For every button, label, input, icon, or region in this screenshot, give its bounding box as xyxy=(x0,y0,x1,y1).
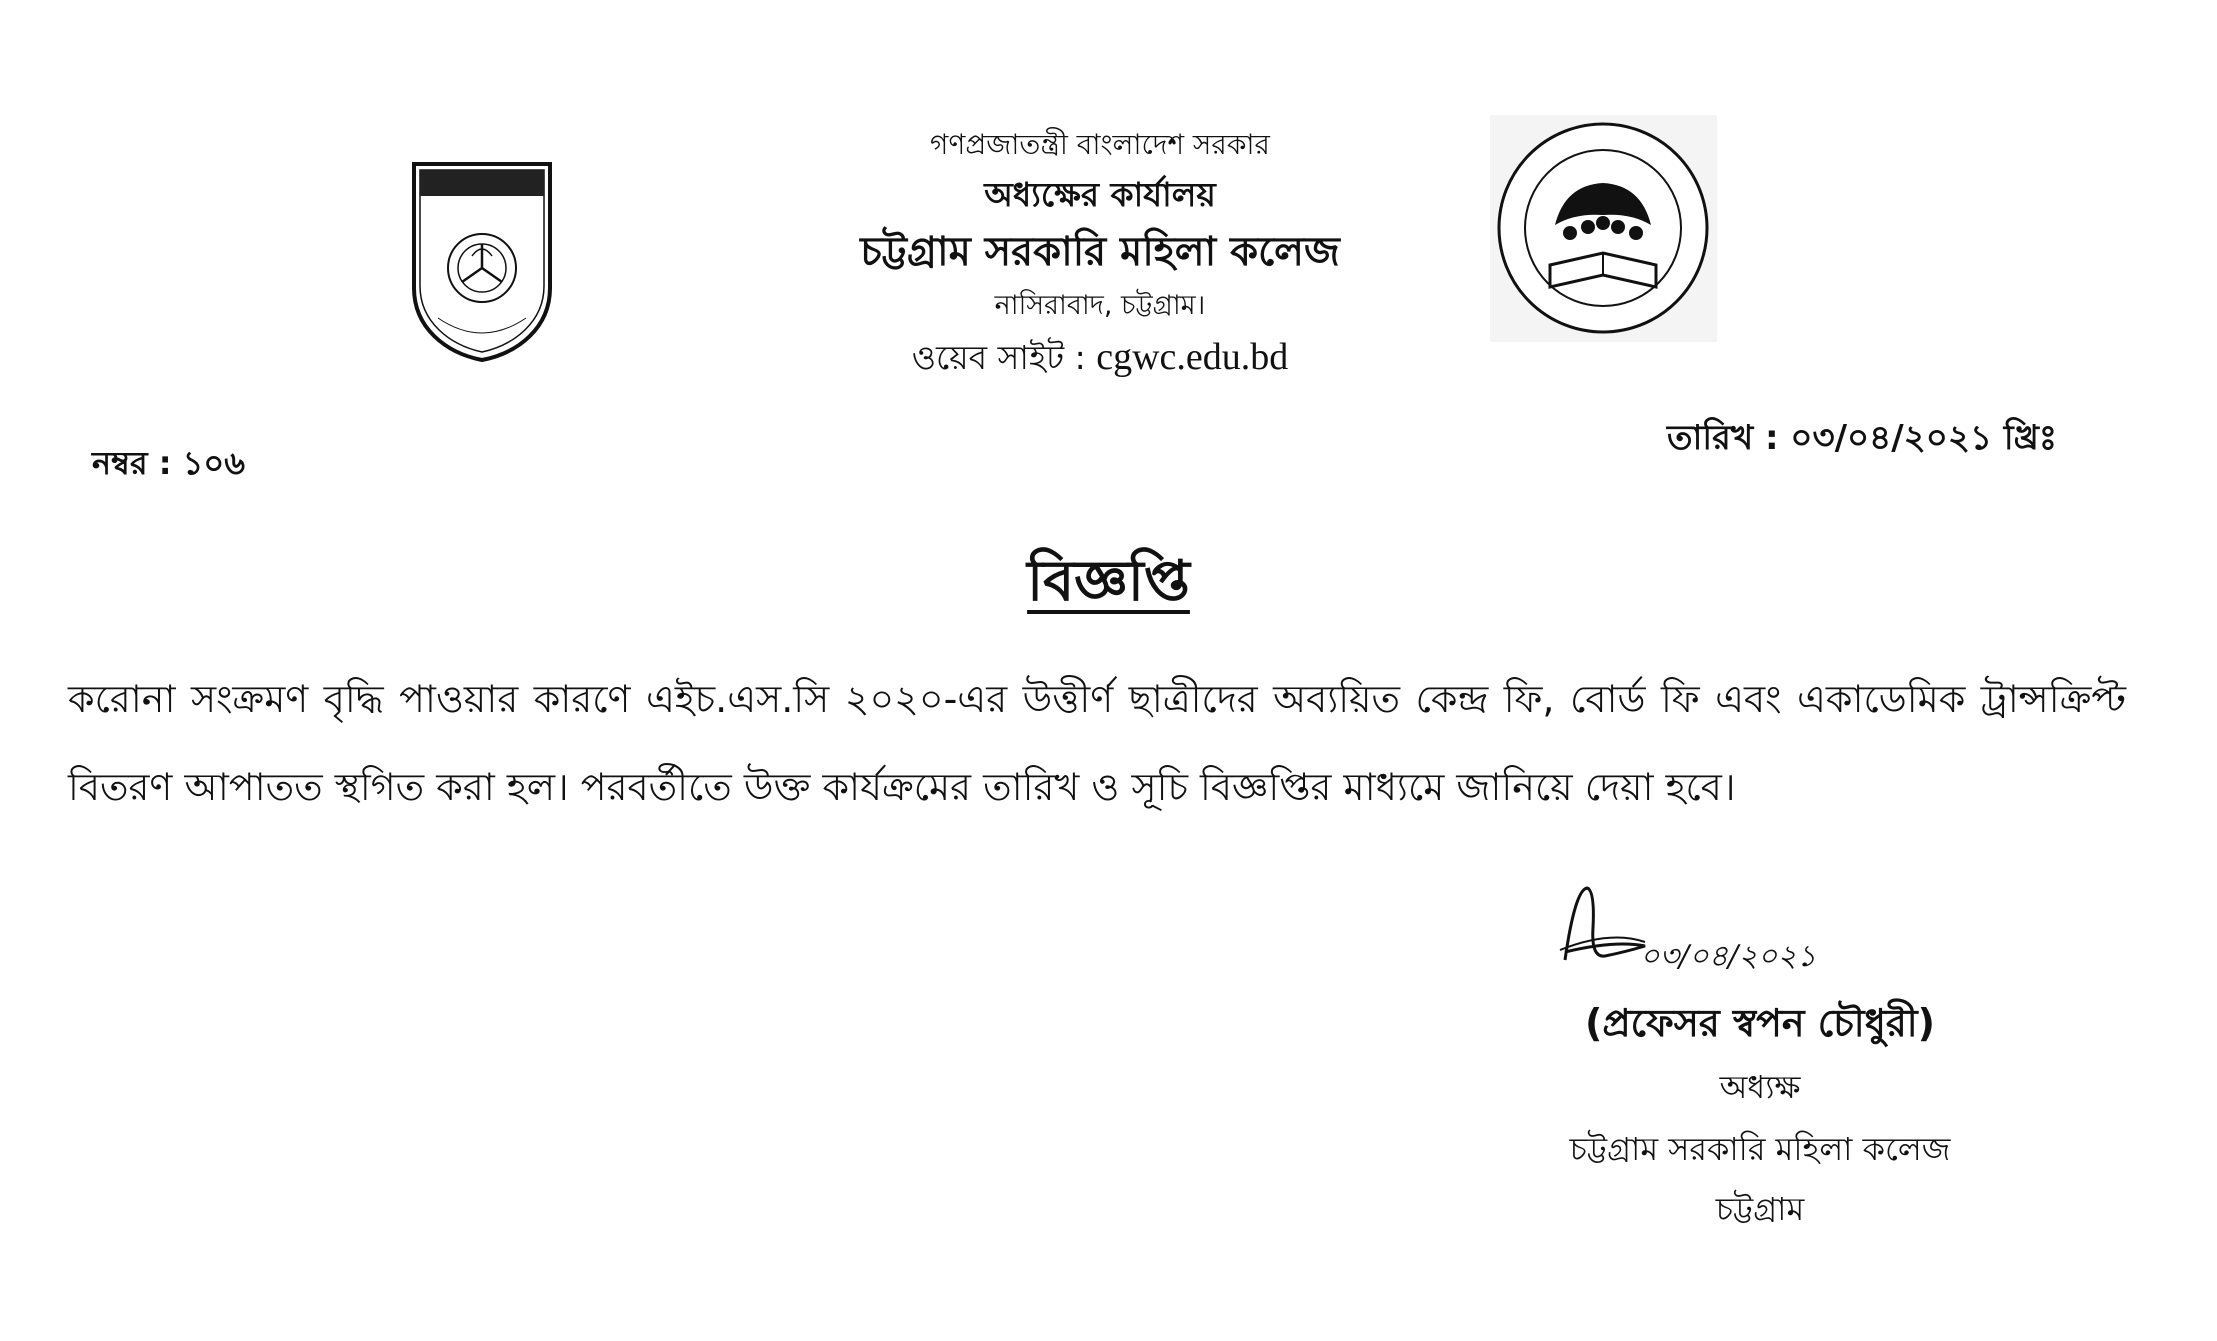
notice-title-wrap xyxy=(0,538,2217,632)
signature-date: ০৩/০৪/২০২১ xyxy=(1640,939,1817,974)
signatory-name: (প্রফেসর স্বপন চৌধুরী) xyxy=(1584,1001,1936,1045)
notice-title: বিজ্ঞপ্তি xyxy=(1027,549,1190,614)
website-line xyxy=(600,333,1600,382)
notice-body: করোনা সংক্রমণ বৃদ্ধি পাওয়ার কারণে এইচ.এস.সি ২০২০-এর উত্তীর্ণ ছাত্রীদের অব্যয়িত কেন্দ্র ফি, বোর্ড ফি এবং একাডেমিক ট্রান্সক্রিপ্ট বিতরণ আপাতত স্থগিত করা হল। পরবর্তীতে উক্ত কার্যক্রমের তারিখ ও সূচি বিজ্ঞপ্তির মাধ্যমে জানিয়ে দেয়া হবে। xyxy=(68,677,2126,809)
website-label: ওয়েব সাইট : xyxy=(911,338,1097,377)
signatory-title: অধ্যক্ষ xyxy=(1719,1068,1801,1106)
memo-date: তারিখ : ০৩/০৪/২০২১ খ্রিঃ xyxy=(1667,418,2057,458)
letterhead xyxy=(600,125,1600,382)
college-name: চট্টগ্রাম সরকারি মহিলা কলেজ xyxy=(860,229,1340,275)
memo-number: নম্বর : ১০৬ xyxy=(92,444,246,482)
signatory-college: চট্টগ্রাম সরকারি মহিলা কলেজ xyxy=(1569,1130,1951,1168)
signatory-block xyxy=(1410,995,2110,1233)
college-logo xyxy=(408,158,556,364)
college-address: নাসিরাবাদ, চট্টগ্রাম। xyxy=(994,290,1206,321)
signatory-place: চট্টগ্রাম xyxy=(1715,1190,1805,1228)
office-name: অধ্যক্ষের কার্যালয় xyxy=(984,175,1216,214)
government-name: গণপ্রজাতন্ত্রী বাংলাদেশ সরকার xyxy=(930,128,1270,161)
website-url: cgwc.edu.bd xyxy=(1096,336,1289,378)
